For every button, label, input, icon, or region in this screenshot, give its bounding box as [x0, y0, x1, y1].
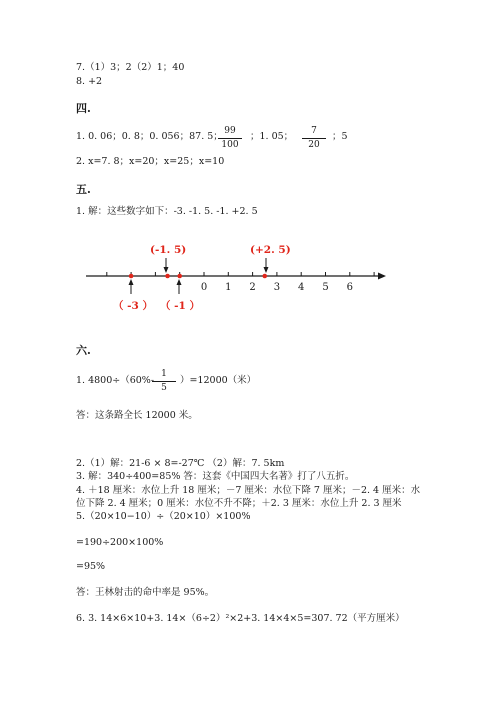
- number-line-point: [177, 274, 182, 279]
- number-line-tick-label: 4: [298, 282, 305, 293]
- answer-q8: 8. +2: [76, 76, 103, 87]
- section-6-heading: 六.: [76, 344, 91, 357]
- number-line-tick-labels: [201, 282, 353, 293]
- section-4-line1-c: ；5: [332, 131, 348, 142]
- number-line-tick-label: 5: [322, 282, 329, 293]
- section-4-line1-b: ；1. 05；: [250, 131, 294, 142]
- section-6-q4-line2: 位下降 2. 4 厘米；0 厘米：水位不升不降；＋2. 3 厘米：水位上升 2. 3 厘米: [76, 498, 402, 509]
- number-line-label-neg1-5: (-1. 5): [150, 244, 187, 256]
- section-6-q5-answer: 答：王林射击的命中率是 95%。: [76, 587, 215, 598]
- section-6-q4-line1: 4. ＋18 厘米：水位上升 18 厘米；－7 厘米：水位下降 7 厘米；－2. 4 厘米：水: [76, 485, 421, 496]
- frac2-denominator: 20: [308, 140, 320, 150]
- number-line-point: [262, 274, 267, 279]
- frac-numerator: 1: [161, 369, 167, 379]
- section-6-q1-answer: 答：这条路全长 12000 米。: [76, 410, 198, 421]
- number-line-label-pos2-5: (+2. 5): [250, 244, 291, 256]
- frac2-numerator: 7: [311, 126, 317, 136]
- number-line-point: [165, 274, 170, 279]
- number-line-tick-label: 6: [346, 282, 353, 293]
- section-5-heading: 五.: [76, 183, 91, 196]
- fraction-1-5: [152, 369, 176, 394]
- answer-q7: 7.（1）3；2（2）1；40: [76, 62, 185, 73]
- number-line-tick-label: 3: [273, 282, 281, 293]
- number-line-tick-label: 0: [200, 282, 208, 293]
- section-6-q5-line1: 5.（20×10−10）÷（20×10）×100%: [76, 511, 251, 522]
- section-4-line1-a: 1. 0. 06；0. 8；0. 056；87. 5；: [76, 131, 223, 142]
- section-6-q1-a: 1. 4800÷（60%-: [76, 375, 155, 386]
- number-line-tick-label: 2: [249, 282, 256, 293]
- number-line-tick-label: 1: [225, 282, 232, 293]
- section-4-line2: 2. x=7. 8；x=20；x=25；x=10: [76, 156, 225, 167]
- frac-denominator: 5: [161, 383, 167, 393]
- frac1-numerator: 99: [224, 126, 236, 136]
- number-line-point: [129, 274, 134, 279]
- section-6-q5-line3: =95%: [76, 561, 106, 572]
- section-6-q2: 2.（1）解：21-6 × 8=-27℃ （2）解：7. 5km: [76, 458, 285, 469]
- section-6-q6: 6. 3. 14×6×10+3. 14×（6÷2）²×2+3. 14×4×5=307. 72（平方厘米）: [76, 613, 405, 624]
- section-5-line1: 1. 解：这些数字如下：-3. -1. 5. -1. +2. 5: [76, 206, 258, 217]
- number-line-label-neg1: （ -1 ）: [160, 300, 200, 312]
- section-6-q3: 3. 解：340÷400=85% 答：这套《中国四大名著》打了八五折。: [76, 471, 355, 482]
- section-4-heading: 四.: [76, 102, 91, 115]
- frac1-denominator: 100: [221, 140, 239, 150]
- number-line-label-neg3: （ -3 ）: [113, 300, 153, 312]
- section-6-q5-line2: =190÷200×100%: [76, 537, 164, 548]
- section-6-q1-b: ）=12000（米）: [180, 375, 257, 386]
- fraction-bar: [152, 381, 176, 382]
